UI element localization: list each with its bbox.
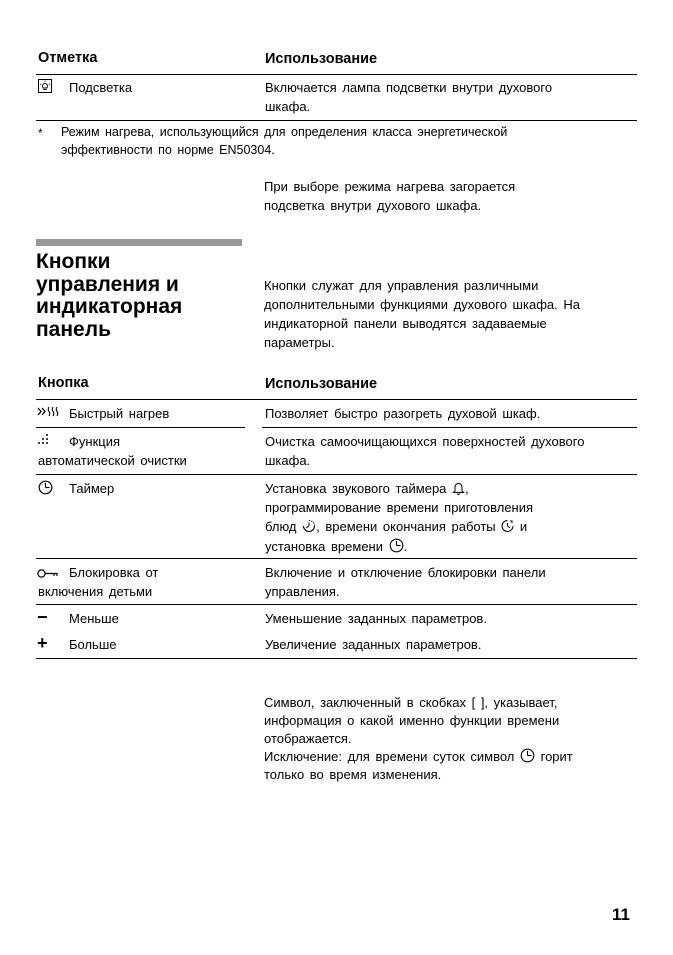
child-lock-name-line2: включения детьми	[38, 584, 153, 599]
table2-row2-rule	[36, 474, 637, 475]
note2-line3: отображается.	[264, 731, 352, 746]
table2-row4-rule	[36, 604, 637, 605]
page-number: 11	[612, 905, 630, 924]
cooking-time-icon	[302, 519, 316, 539]
self-clean-icon	[37, 433, 51, 451]
table2-row1-rule-right	[262, 427, 637, 428]
note3-line2: только во время изменения.	[264, 767, 442, 782]
footnote-line2: эффективности по норме EN50304.	[61, 143, 275, 157]
table1-header-rule	[36, 74, 637, 75]
table1-col1-header: Отметка	[38, 50, 98, 66]
note2-line1: Символ, заключенный в скобках [ ], указывает,	[264, 695, 558, 710]
section-title-line1: Кнопки	[36, 250, 111, 273]
timer-usage-line3	[265, 517, 527, 539]
table1-row-usage-line2: шкафа.	[265, 99, 311, 114]
section-intro-line2: дополнительными функциями духового шкафа. На	[264, 297, 580, 312]
note2-line2: информация о какой именно функции времени	[264, 713, 560, 728]
note1-line1: При выборе режима нагрева загорается	[264, 179, 516, 194]
child-lock-usage-line1: Включение и отключение блокировки панели	[265, 565, 546, 580]
note3-line1-a: Исключение: для времени суток символ	[264, 749, 515, 764]
section-intro-line1: Кнопки служат для управления различными	[264, 278, 539, 293]
plus-icon: +	[37, 633, 48, 653]
lamp-icon	[38, 79, 52, 98]
note1-line2: подсветка внутри духового шкафа.	[264, 198, 482, 213]
section-divider-bar	[36, 239, 242, 246]
table2-col2-header: Использование	[265, 376, 378, 392]
fast-heat-usage: Позволяет быстро разогреть духовой шкаф.	[265, 406, 541, 421]
footnote-marker: *	[38, 126, 43, 140]
table2-row3-rule	[36, 558, 637, 559]
table2-header-rule	[36, 399, 637, 400]
end-time-icon	[501, 519, 514, 539]
section-intro-line4: параметры.	[264, 335, 335, 350]
child-lock-name-line1: Блокировка от	[69, 565, 159, 580]
fast-heat-icon	[37, 405, 63, 423]
section-intro-line3: индикаторной панели выводятся задаваемые	[264, 316, 547, 331]
fast-heat-name: Быстрый нагрев	[69, 406, 170, 421]
table1-bottom-rule	[36, 120, 637, 121]
table1-col2-header: Использование	[265, 51, 378, 67]
self-clean-usage-line1: Очистка самоочищающихся поверхностей духового	[265, 434, 585, 449]
table2-bottom-rule	[36, 658, 637, 659]
plus-usage: Увеличение заданных параметров.	[265, 637, 482, 652]
clock-note-icon	[520, 748, 535, 769]
timer-name: Таймер	[69, 481, 115, 496]
timer-usage-line1-text: Установка звукового таймера	[265, 481, 447, 496]
timer-usage-line3-b: , времени окончания работы	[316, 519, 496, 534]
self-clean-usage-line2: шкафа.	[265, 453, 311, 468]
clock-inline-icon	[389, 538, 404, 559]
self-clean-name-line2: автоматической очистки	[38, 453, 187, 468]
timer-usage-line2: программирование времени приготовления	[265, 500, 534, 515]
timer-usage-line4	[265, 537, 407, 559]
table1-row-name: Подсветка	[69, 80, 133, 95]
section-title-line4: панель	[36, 317, 111, 341]
note3-line1-b: горит	[540, 749, 573, 764]
clock-icon	[38, 480, 53, 500]
self-clean-name-line1: Функция	[69, 434, 120, 449]
plus-name: Больше	[69, 637, 117, 652]
table2-row1-rule-left	[36, 427, 245, 428]
minus-icon: −	[37, 607, 48, 627]
section-title-line2: управления и	[36, 272, 179, 296]
table2-col1-header: Кнопка	[38, 375, 89, 391]
timer-usage-line3-a: блюд	[265, 519, 297, 534]
timer-usage-line4-a: установка времени	[265, 539, 383, 554]
footnote-line1: Режим нагрева, использующийся для определения класса энергетической	[61, 125, 508, 139]
timer-usage-line4-b: .	[403, 539, 408, 554]
timer-usage-line1-comma: ,	[465, 481, 469, 496]
minus-usage: Уменьшение заданных параметров.	[265, 611, 487, 626]
table1-row-usage-line1: Включается лампа подсветки внутри духового	[265, 80, 553, 95]
section-title-line3: индикаторная	[36, 295, 183, 318]
timer-usage-line3-c: и	[519, 519, 528, 534]
minus-name: Меньше	[69, 611, 119, 626]
child-lock-usage-line2: управления.	[265, 584, 340, 599]
